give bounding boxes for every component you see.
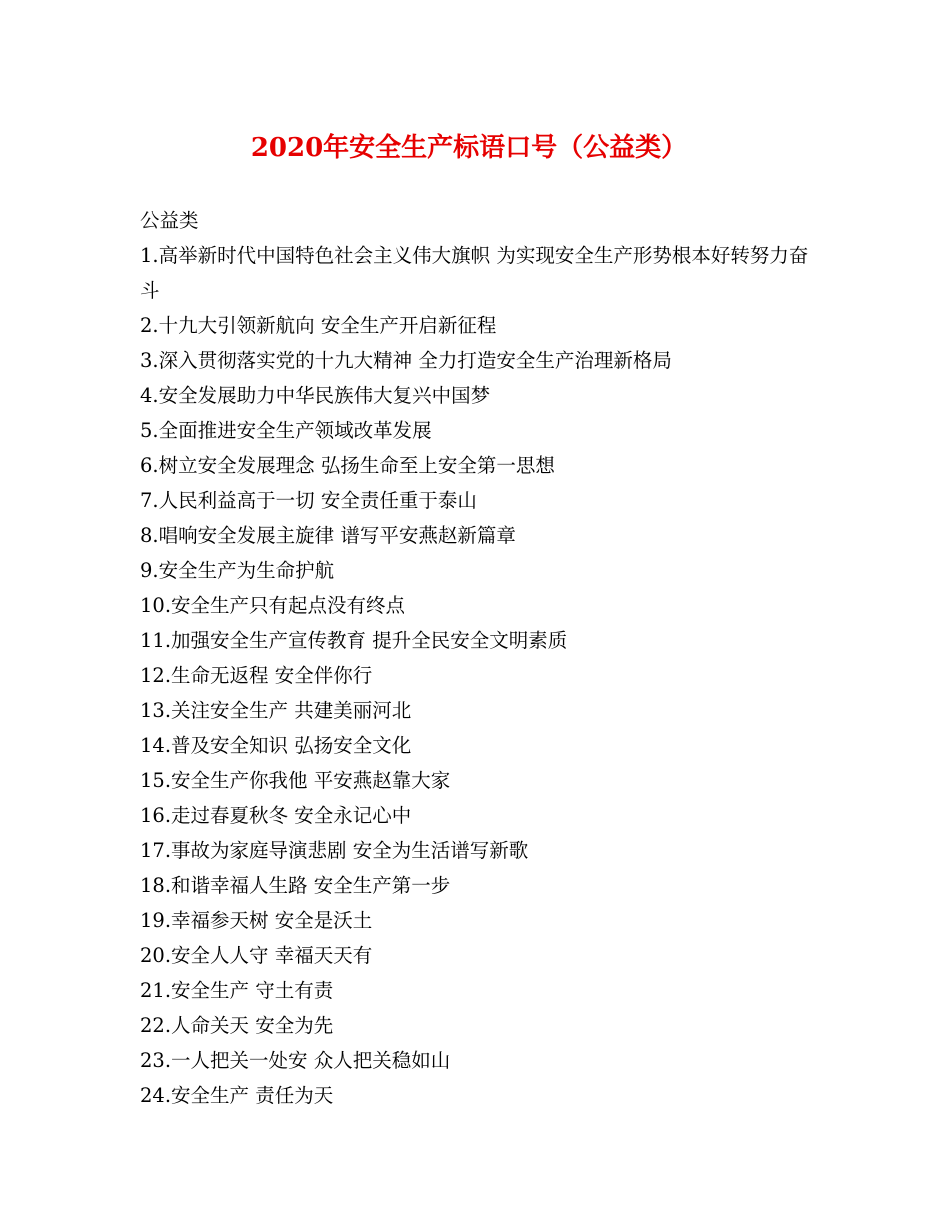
slogan-text: 高举新时代中国特色社会主义伟大旗帜 为实现安全生产形势根本好转努力奋斗 bbox=[140, 244, 809, 302]
slogan-number: 8 . bbox=[140, 524, 159, 547]
slogan-item bbox=[140, 658, 820, 693]
slogan-item bbox=[140, 763, 820, 798]
slogan-item bbox=[140, 868, 820, 903]
slogan-text: 安全生产 责任为天 bbox=[171, 1084, 334, 1107]
slogan-number: 15 . bbox=[140, 769, 171, 792]
slogan-list bbox=[140, 238, 820, 1113]
slogan-item bbox=[140, 483, 820, 518]
slogan-number: 1 . bbox=[140, 244, 159, 267]
slogan-item bbox=[140, 343, 820, 378]
slogan-number: 4 . bbox=[140, 384, 159, 407]
slogan-text: 树立安全发展理念 弘扬生命至上安全第一思想 bbox=[158, 454, 555, 477]
slogan-item bbox=[140, 903, 820, 938]
slogan-text: 走过春夏秋冬 安全永记心中 bbox=[171, 804, 412, 827]
slogan-text: 一人把关一处安 众人把关稳如山 bbox=[171, 1049, 451, 1072]
slogan-number: 16 . bbox=[140, 804, 171, 827]
slogan-item bbox=[140, 728, 820, 763]
document-body bbox=[140, 203, 820, 1113]
slogan-item bbox=[140, 798, 820, 833]
slogan-item bbox=[140, 588, 820, 623]
slogan-number: 24 . bbox=[140, 1084, 171, 1107]
slogan-text: 唱响安全发展主旋律 谱写平安燕赵新篇章 bbox=[158, 524, 516, 547]
slogan-text: 安全生产 守土有责 bbox=[171, 979, 334, 1002]
slogan-item bbox=[140, 238, 820, 308]
slogan-item bbox=[140, 1043, 820, 1078]
slogan-text: 生命无返程 安全伴你行 bbox=[171, 664, 373, 687]
slogan-number: 13 . bbox=[140, 699, 171, 722]
slogan-item bbox=[140, 518, 820, 553]
slogan-text: 幸福参天树 安全是沃土 bbox=[171, 909, 373, 932]
slogan-item bbox=[140, 308, 820, 343]
slogan-number: 12 . bbox=[140, 664, 171, 687]
slogan-item bbox=[140, 413, 820, 448]
slogan-item bbox=[140, 623, 820, 658]
slogan-text: 安全人人守 幸福天天有 bbox=[171, 944, 373, 967]
slogan-text: 加强安全生产宣传教育 提升全民安全文明素质 bbox=[171, 629, 568, 652]
slogan-text: 安全生产为生命护航 bbox=[158, 559, 335, 582]
slogan-text: 安全生产只有起点没有终点 bbox=[171, 594, 406, 617]
slogan-number: 9 . bbox=[140, 559, 159, 582]
slogan-item bbox=[140, 938, 820, 973]
document-title: 2020年安全生产标语口号（公益类） bbox=[250, 133, 688, 163]
slogan-number: 22 . bbox=[140, 1014, 171, 1037]
slogan-item bbox=[140, 553, 820, 588]
slogan-text: 和谐幸福人生路 安全生产第一步 bbox=[171, 874, 451, 897]
slogan-number: 3 . bbox=[140, 349, 159, 372]
slogan-text: 人命关天 安全为先 bbox=[171, 1014, 334, 1037]
slogan-text: 人民利益高于一切 安全责任重于泰山 bbox=[158, 489, 477, 512]
slogan-text: 关注安全生产 共建美丽河北 bbox=[171, 699, 412, 722]
slogan-text: 事故为家庭导演悲剧 安全为生活谱写新歌 bbox=[171, 839, 529, 862]
slogan-item bbox=[140, 693, 820, 728]
slogan-number: 23 . bbox=[140, 1049, 171, 1072]
slogan-text: 全面推进安全生产领域改革发展 bbox=[158, 419, 432, 442]
slogan-number: 21 . bbox=[140, 979, 171, 1002]
slogan-text: 十九大引领新航向 安全生产开启新征程 bbox=[158, 314, 497, 337]
slogan-item bbox=[140, 448, 820, 483]
slogan-number: 7 . bbox=[140, 489, 159, 512]
slogan-number: 6 . bbox=[140, 454, 159, 477]
slogan-number: 2 . bbox=[140, 314, 159, 337]
slogan-text: 普及安全知识 弘扬安全文化 bbox=[171, 734, 412, 757]
slogan-text: 安全生产你我他 平安燕赵靠大家 bbox=[171, 769, 451, 792]
slogan-number: 14 . bbox=[140, 734, 171, 757]
slogan-item bbox=[140, 1008, 820, 1043]
slogan-number: 20 . bbox=[140, 944, 171, 967]
slogan-text: 安全发展助力中华民族伟大复兴中国梦 bbox=[158, 384, 491, 407]
slogan-number: 10 . bbox=[140, 594, 171, 617]
slogan-item bbox=[140, 973, 820, 1008]
category-label: 公益类 bbox=[140, 209, 199, 232]
slogan-item bbox=[140, 1078, 820, 1113]
slogan-item bbox=[140, 833, 820, 868]
slogan-item bbox=[140, 378, 820, 413]
slogan-number: 18 . bbox=[140, 874, 171, 897]
slogan-number: 5 . bbox=[140, 419, 159, 442]
slogan-text: 深入贯彻落实党的十九大精神 全力打造安全生产治理新格局 bbox=[158, 349, 672, 372]
slogan-number: 17 . bbox=[140, 839, 171, 862]
slogan-number: 11 . bbox=[140, 629, 171, 652]
slogan-number: 19 . bbox=[140, 909, 171, 932]
